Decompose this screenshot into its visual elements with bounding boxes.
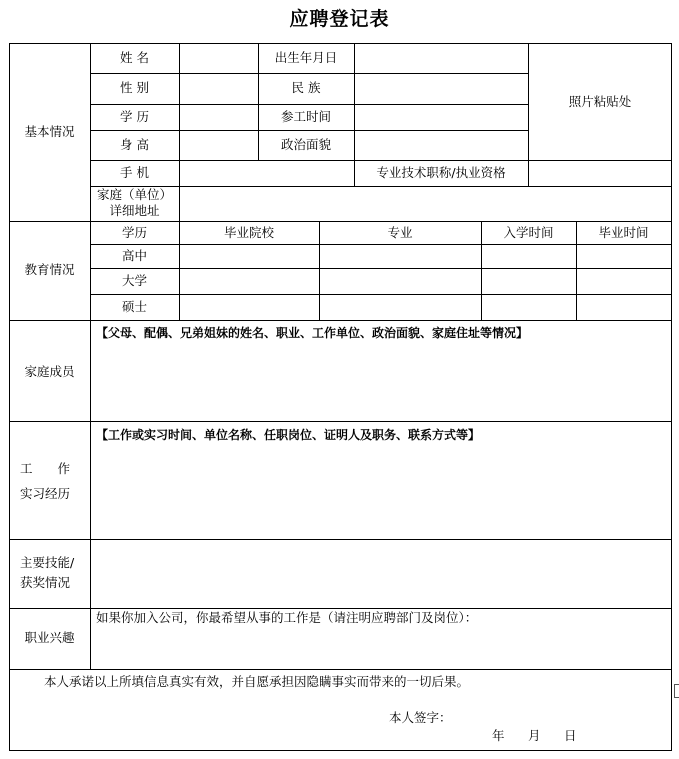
edu-header-end: 毕业时间 bbox=[598, 225, 649, 240]
interest-section-label: 职业兴趣 bbox=[24, 630, 75, 645]
edu-row-highschool: 高中 bbox=[121, 248, 147, 263]
section-line bbox=[9, 608, 672, 609]
edu-row-master: 硕士 bbox=[121, 299, 147, 314]
declaration-statement: 本人承诺以上所填信息真实有效，并自愿承担因隐瞒事实而带来的一切后果。 bbox=[44, 674, 470, 689]
signature-label: 本人签字： bbox=[389, 710, 452, 725]
address-field[interactable] bbox=[180, 187, 671, 221]
skills-field[interactable] bbox=[91, 540, 671, 608]
section-line bbox=[9, 669, 672, 670]
table-border-bottom bbox=[9, 750, 672, 751]
skills-section-label-line1: 主要技能/ bbox=[20, 555, 75, 570]
work-hint: 【工作或实习时间、单位名称、任职岗位、证明人及职务、联系方式等】 bbox=[96, 428, 481, 442]
education-label: 学 历 bbox=[120, 109, 149, 124]
address-label-line1: 家庭（单位） bbox=[96, 187, 172, 202]
ethnicity-label: 民 族 bbox=[291, 80, 321, 95]
edu-header-start: 入学时间 bbox=[503, 225, 554, 240]
edu-header-school: 毕业院校 bbox=[223, 225, 274, 240]
ethnicity-field[interactable] bbox=[355, 74, 528, 104]
family-section-label: 家庭成员 bbox=[24, 364, 75, 379]
page-title: 应聘登记表 bbox=[289, 8, 390, 30]
table-border-right bbox=[671, 43, 672, 751]
interest-field[interactable] bbox=[91, 628, 671, 668]
section-line bbox=[9, 320, 672, 321]
edu-header-major: 专业 bbox=[387, 225, 413, 240]
height-field[interactable] bbox=[180, 131, 258, 160]
political-field[interactable] bbox=[355, 131, 528, 160]
political-label: 政治面貌 bbox=[280, 137, 331, 152]
work-section-label-line2: 实习经历 bbox=[20, 486, 71, 501]
layout-marker-icon bbox=[674, 684, 679, 698]
work-section-label-line1: 工 作 bbox=[20, 461, 71, 476]
birth-field[interactable] bbox=[355, 44, 528, 73]
education-field[interactable] bbox=[180, 105, 258, 130]
family-field[interactable] bbox=[91, 342, 671, 420]
work-start-label: 参工时间 bbox=[280, 109, 331, 124]
basic-section-label: 基本情况 bbox=[24, 124, 75, 139]
gender-label: 性 别 bbox=[120, 80, 149, 95]
name-label: 姓 名 bbox=[120, 50, 149, 65]
date-day-label: 日 bbox=[564, 728, 577, 743]
birth-label: 出生年月日 bbox=[274, 50, 338, 65]
row-line bbox=[90, 244, 672, 245]
name-field[interactable] bbox=[180, 44, 258, 73]
family-hint: 【父母、配偶、兄弟姐妹的姓名、职业、工作单位、政治面貌、家庭住址等情况】 bbox=[96, 326, 529, 340]
work-field[interactable] bbox=[91, 444, 671, 538]
address-label-line2: 详细地址 bbox=[109, 203, 160, 218]
date-month-label: 月 bbox=[528, 728, 541, 743]
row-line bbox=[90, 294, 672, 295]
education-section-label: 教育情况 bbox=[24, 262, 75, 277]
gender-field[interactable] bbox=[180, 74, 258, 104]
signature-field[interactable] bbox=[460, 706, 610, 726]
height-label: 身 高 bbox=[120, 137, 149, 152]
interest-question: 如果你加入公司，你最希望从事的工作是（请注明应聘部门及岗位）： bbox=[96, 610, 478, 625]
section-line bbox=[9, 421, 672, 422]
work-start-field[interactable] bbox=[355, 105, 528, 130]
edu-row-university: 大学 bbox=[121, 273, 147, 288]
table-border-top bbox=[9, 43, 672, 44]
title-qual-label: 专业技术职称/执业资格 bbox=[376, 165, 506, 180]
title-qual-field[interactable] bbox=[529, 161, 671, 186]
edu-header-level: 学历 bbox=[121, 225, 147, 240]
address-label bbox=[90, 187, 179, 219]
phone-label: 手 机 bbox=[120, 165, 149, 180]
phone-field[interactable] bbox=[180, 161, 354, 186]
section-line bbox=[9, 221, 672, 222]
date-year-label: 年 bbox=[492, 728, 505, 743]
skills-section-label-line2: 获奖情况 bbox=[20, 575, 71, 590]
row-line bbox=[90, 268, 672, 269]
photo-placeholder[interactable]: 照片粘贴处 bbox=[568, 94, 632, 109]
